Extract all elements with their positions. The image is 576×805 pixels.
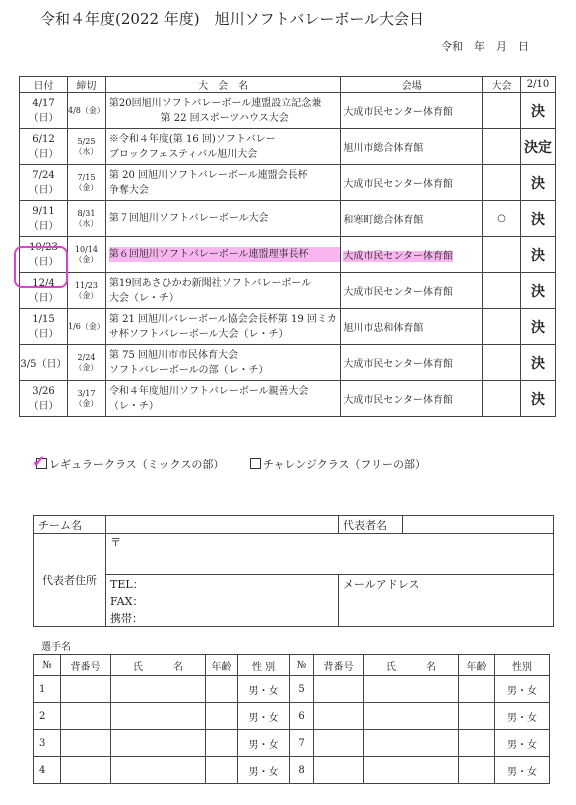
jersey-number-field[interactable] xyxy=(61,730,111,757)
players-col-header: 氏 名 xyxy=(111,655,206,676)
result-cell: 決 xyxy=(520,237,555,273)
deadline-cell: 3/17（金） xyxy=(67,381,105,417)
event-cell xyxy=(105,381,340,417)
deadline-cell: 4/8（金） xyxy=(67,93,105,129)
schedule-row xyxy=(20,273,556,309)
event-name-line2: サ杯ソフトバレーボール大会（レ・チ） xyxy=(108,328,289,340)
age-field[interactable] xyxy=(206,703,238,730)
col-venue: 会場 xyxy=(341,77,483,93)
player-number: 3 xyxy=(34,730,61,757)
venue-cell xyxy=(341,345,483,381)
age-field[interactable] xyxy=(459,676,495,703)
challenge-checkbox[interactable] xyxy=(250,458,261,469)
venue-name: 大成市民センター体育館 xyxy=(343,287,453,298)
team-name-field[interactable] xyxy=(106,516,339,534)
rep-name-field[interactable] xyxy=(403,516,554,534)
event-cell xyxy=(105,201,340,237)
mark-cell xyxy=(483,309,521,345)
event-cell xyxy=(105,129,340,165)
event-name-line1: ※令和４年度(第 16 回)ソフトバレー xyxy=(108,133,276,145)
event-name-line2: ソフトバレーボールの部（レ・チ） xyxy=(108,364,269,376)
schedule-row xyxy=(20,165,556,201)
mobile-field[interactable]: 携帯： xyxy=(106,609,339,627)
gender-select[interactable]: 男・女 xyxy=(495,676,550,703)
mark-cell xyxy=(483,93,521,129)
venue-name: 和寒町総合体育館 xyxy=(343,215,424,226)
event-name-line1: 第 75 回旭川市市民体育大会 xyxy=(108,349,238,361)
deadline-cell: 5/25（水） xyxy=(67,129,105,165)
player-name-field[interactable] xyxy=(111,757,206,784)
date-cell: 4/17（日） xyxy=(20,93,68,129)
player-name-field[interactable] xyxy=(364,757,459,784)
mark-cell xyxy=(483,345,521,381)
date-line: 令和 年 月 日 xyxy=(441,40,529,53)
gender-select[interactable]: 男・女 xyxy=(238,730,290,757)
player-number: 6 xyxy=(290,703,314,730)
age-field[interactable] xyxy=(459,757,495,784)
event-cell xyxy=(105,93,340,129)
event-name-line1: 第 21 回旭川バレーボール協会会長杯第 19 回ミカ xyxy=(108,313,337,325)
fax-field[interactable]: FAX： xyxy=(106,592,339,609)
players-col-header: № xyxy=(290,655,314,676)
venue-name: 旭川市忠和体育館 xyxy=(343,323,424,334)
checkmark-icon: ✓ xyxy=(32,452,46,471)
tel-field[interactable]: TEL： xyxy=(106,575,339,593)
deadline-cell: 8/31（水） xyxy=(67,201,105,237)
player-number: 4 xyxy=(34,757,61,784)
date-cell: 3/26（日） xyxy=(20,381,68,417)
gender-select[interactable]: 男・女 xyxy=(238,676,290,703)
player-row xyxy=(34,730,550,757)
date-cell: 6/12（日） xyxy=(20,129,68,165)
event-name-line1: 令和４年度旭川ソフトバレーボール親善大会 xyxy=(108,385,309,397)
result-cell: 決 xyxy=(520,165,555,201)
schedule-row xyxy=(20,237,556,273)
venue-cell xyxy=(341,273,483,309)
col-mark: 大会 xyxy=(483,77,521,93)
event-cell xyxy=(105,165,340,201)
deadline-cell: 2/24（金） xyxy=(67,345,105,381)
col-event: 大 会 名 xyxy=(105,77,340,93)
venue-name: 大成市民センター体育館 xyxy=(343,179,453,190)
event-name-line1: 第７回旭川ソフトバレーボール大会 xyxy=(108,213,269,224)
player-name-field[interactable] xyxy=(364,730,459,757)
venue-name: 大成市民センター体育館 xyxy=(343,359,453,370)
players-col-header: 年齢 xyxy=(206,655,238,676)
player-number: 8 xyxy=(290,757,314,784)
rep-name-label: 代表者名 xyxy=(339,516,403,534)
col-deadline: 締切 xyxy=(67,77,105,93)
players-col-header: 氏 名 xyxy=(364,655,459,676)
mark-cell xyxy=(483,381,521,417)
venue-name: 大成市民センター体育館 xyxy=(343,395,453,406)
result-cell: 決 xyxy=(520,93,555,129)
jersey-number-field[interactable] xyxy=(314,757,364,784)
player-number: 1 xyxy=(34,676,61,703)
jersey-number-field[interactable] xyxy=(314,730,364,757)
venue-cell xyxy=(341,237,483,273)
players-col-header: № xyxy=(34,655,61,676)
venue-cell xyxy=(341,165,483,201)
team-info-table xyxy=(33,515,554,627)
players-header-row xyxy=(34,655,550,676)
event-name-line2: 大会（レ・チ） xyxy=(108,292,179,304)
venue-cell xyxy=(341,381,483,417)
address-label: 代表者住所 xyxy=(34,534,106,627)
player-row xyxy=(34,703,550,730)
players-table xyxy=(33,654,550,784)
event-cell xyxy=(105,237,340,273)
age-field[interactable] xyxy=(206,757,238,784)
event-name-line1: 第20回旭川ソフトバレーボール連盟設立記念兼 xyxy=(108,97,322,109)
class-options xyxy=(32,452,426,472)
event-name-line2: 第 22 回スポーツハウス大会 xyxy=(160,112,289,124)
result-cell: 決 xyxy=(520,345,555,381)
age-field[interactable] xyxy=(206,730,238,757)
mark-cell xyxy=(483,129,521,165)
schedule-row xyxy=(20,309,556,345)
date-cell: 12/4（日） xyxy=(20,273,68,309)
player-name-field[interactable] xyxy=(111,730,206,757)
event-name-line2: 争奪大会 xyxy=(108,184,149,196)
player-name-field[interactable] xyxy=(111,703,206,730)
mark-cell: ○ xyxy=(483,201,521,237)
date-cell: 7/24（日） xyxy=(20,165,68,201)
player-name-field[interactable] xyxy=(364,703,459,730)
age-field[interactable] xyxy=(459,730,495,757)
event-name-line1: 第19回あさひかわ新聞社ソフトバレーボール xyxy=(108,277,312,289)
date-cell: 1/15（日） xyxy=(20,309,68,345)
schedule-row xyxy=(20,129,556,165)
email-field[interactable]: メールアドレス xyxy=(339,575,554,593)
event-cell xyxy=(105,273,340,309)
event-cell xyxy=(105,309,340,345)
schedule-row xyxy=(20,93,556,129)
result-cell: 決 xyxy=(520,273,555,309)
event-name-line2: ブロックフェスティバル旭川大会 xyxy=(108,148,258,160)
venue-cell xyxy=(341,201,483,237)
regular-class-option[interactable]: ✓ レギュラークラス（ミックスの部） xyxy=(32,452,225,471)
schedule-row xyxy=(20,345,556,381)
deadline-cell: 1/6（金） xyxy=(67,309,105,345)
player-number: 5 xyxy=(290,676,314,703)
gender-select[interactable]: 男・女 xyxy=(238,703,290,730)
col-date: 日付 xyxy=(20,77,68,93)
deadline-cell: 11/23（金） xyxy=(67,273,105,309)
venue-name: 大成市民センター体育館 xyxy=(343,251,453,262)
schedule-row xyxy=(20,381,556,417)
challenge-class-option[interactable]: チャレンジクラス（フリーの部） xyxy=(250,458,426,471)
jersey-number-field[interactable] xyxy=(61,676,111,703)
players-col-header: 性別 xyxy=(495,655,550,676)
gender-select[interactable]: 男・女 xyxy=(495,730,550,757)
players-col-header: 年齢 xyxy=(459,655,495,676)
player-name-field[interactable] xyxy=(364,676,459,703)
gender-select[interactable]: 男・女 xyxy=(495,703,550,730)
jersey-number-field[interactable] xyxy=(314,676,364,703)
schedule-row xyxy=(20,201,556,237)
col-result: 2/10 xyxy=(520,77,555,93)
deadline-cell: 7/15（金） xyxy=(67,165,105,201)
schedule-header-row xyxy=(20,77,556,93)
team-name-label: チーム名 xyxy=(34,516,106,534)
player-name-field[interactable] xyxy=(111,676,206,703)
event-cell xyxy=(105,345,340,381)
player-row xyxy=(34,757,550,784)
age-field[interactable] xyxy=(459,703,495,730)
event-name-line1: 第６回旭川ソフトバレーボール連盟理事長杯 xyxy=(109,247,340,262)
deadline-cell: 10/14（金） xyxy=(67,237,105,273)
gender-select[interactable]: 男・女 xyxy=(495,757,550,784)
date-cell: 9/11（日） xyxy=(20,201,68,237)
page-title: 令和４年度(2022 年度) 旭川ソフトバレーボール大会日 xyxy=(40,10,425,28)
mark-cell xyxy=(483,237,521,273)
event-name-line2: （レ・チ） xyxy=(108,400,159,412)
player-number: 2 xyxy=(34,703,61,730)
venue-cell xyxy=(341,309,483,345)
venue-name: 旭川市総合体育館 xyxy=(343,143,424,154)
gender-select[interactable]: 男・女 xyxy=(238,757,290,784)
player-row xyxy=(34,676,550,703)
venue-name: 大成市民センター体育館 xyxy=(343,107,453,118)
jersey-number-field[interactable] xyxy=(61,703,111,730)
date-circle-mark xyxy=(14,246,68,288)
event-name-line1: 第 20 回旭川ソフトバレーボール連盟会長杯 xyxy=(108,169,308,181)
result-cell: 決定 xyxy=(520,129,555,165)
venue-cell xyxy=(341,93,483,129)
date-cell: 3/5（日） xyxy=(20,345,68,381)
result-cell: 決 xyxy=(520,309,555,345)
players-label: 選手名 xyxy=(41,642,71,653)
postal-field[interactable]: 〒 xyxy=(106,534,554,575)
schedule-table xyxy=(19,76,556,417)
jersey-number-field[interactable] xyxy=(314,703,364,730)
result-cell: 決 xyxy=(520,201,555,237)
players-col-header: 背番号 xyxy=(61,655,111,676)
date-cell: 10/23（日） xyxy=(20,237,68,273)
venue-cell xyxy=(341,129,483,165)
result-cell: 決 xyxy=(520,381,555,417)
mark-cell xyxy=(483,165,521,201)
player-number: 7 xyxy=(290,730,314,757)
jersey-number-field[interactable] xyxy=(61,757,111,784)
players-col-header: 背番号 xyxy=(314,655,364,676)
age-field[interactable] xyxy=(206,676,238,703)
mark-cell xyxy=(483,273,521,309)
players-col-header: 性 別 xyxy=(238,655,290,676)
